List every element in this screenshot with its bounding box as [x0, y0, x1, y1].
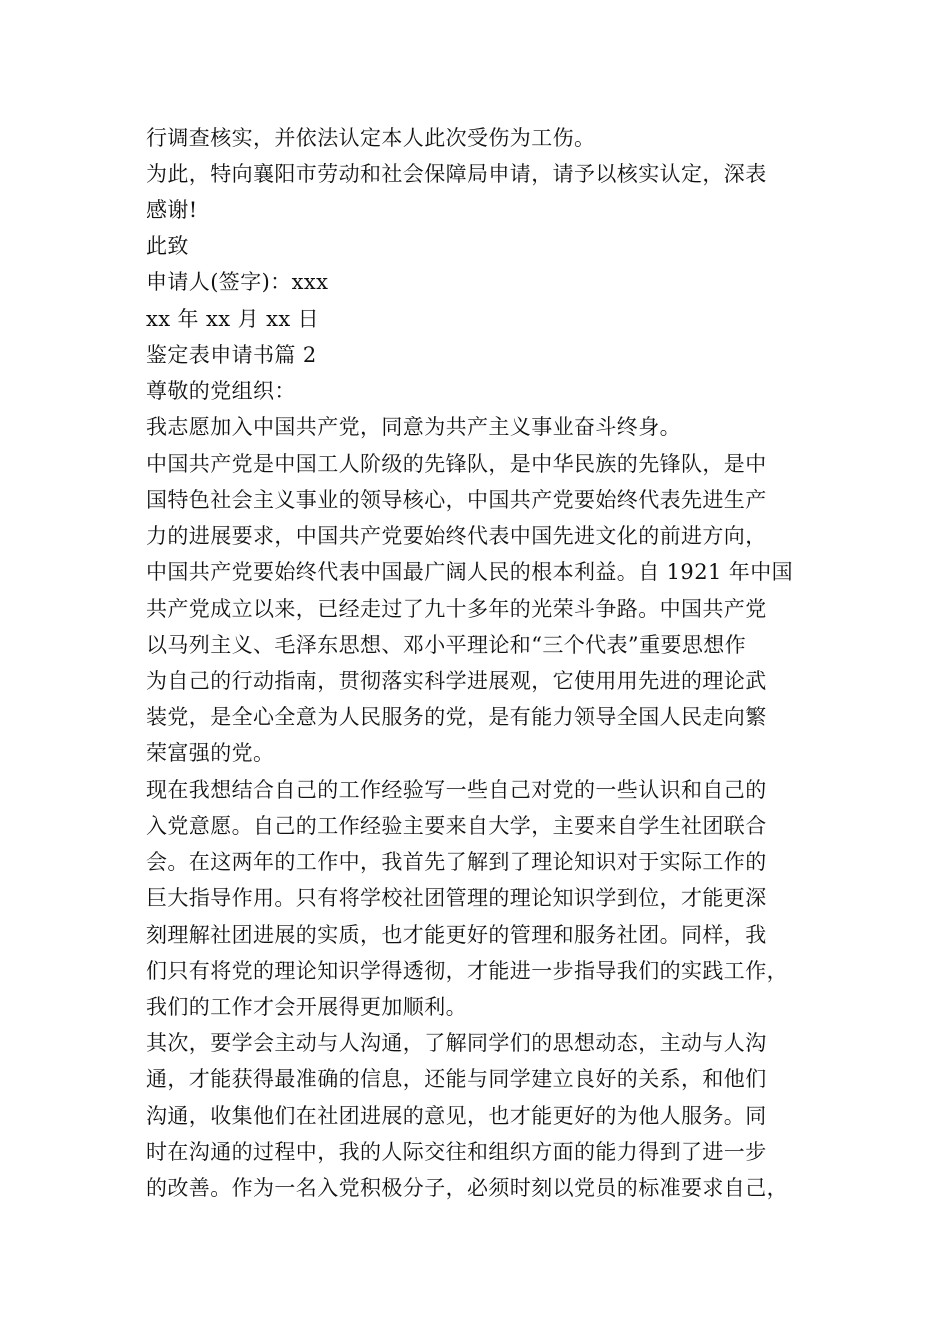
text-line: 力的进展要求，中国共产党要始终代表中国先进文化的前进方向，	[146, 524, 767, 548]
text-line: 尊敬的党组织：	[146, 379, 296, 403]
text-line: 其次，要学会主动与人沟通，了解同学们的思想动态，主动与人沟	[146, 1031, 767, 1055]
text-line: 入党意愿。自己的工作经验主要来自大学，主要来自学生社团联合	[146, 814, 767, 838]
text-line: 们只有将党的理论知识学得透彻，才能进一步指导我们的实践工作，	[146, 959, 788, 983]
text-line: 巨大指导作用。只有将学校社团管理的理论知识学到位，才能更深	[146, 886, 767, 910]
text-line: 时在沟通的过程中，我的人际交往和组织方面的能力得到了进一步	[146, 1140, 767, 1164]
text-line: 刻理解社团进展的实质，也才能更好的管理和服务社团。同样，我	[146, 923, 767, 947]
text-line: 中国共产党要始终代表中国最广阔人民的根本利益。自 1921 年中国	[146, 560, 793, 584]
text-line: 会。在这两年的工作中，我首先了解到了理论知识对于实际工作的	[146, 850, 767, 874]
text-line: 我志愿加入中国共产党，同意为共产主义事业奋斗终身。	[146, 415, 681, 439]
text-line: 为此，特向襄阳市劳动和社会保障局申请，请予以核实认定，深表	[146, 162, 767, 186]
text-line: 荣富强的党。	[146, 741, 275, 765]
text-line: 行调查核实，并依法认定本人此次受伤为工伤。	[146, 126, 596, 150]
text-line: 装党，是全心全意为人民服务的党，是有能力领导全国人民走向繁	[146, 705, 767, 729]
text-line: 通，才能获得最准确的信息，还能与同学建立良好的关系，和他们	[146, 1067, 767, 1091]
text-line: 申请人(签字)：xxx	[146, 270, 329, 294]
text-line: 中国共产党是中国工人阶级的先锋队，是中华民族的先锋队，是中	[146, 452, 767, 476]
text-line: 此致	[146, 234, 189, 258]
text-line: 为自己的行动指南，贯彻落实科学进展观，它使用用先进的理论武	[146, 669, 767, 693]
text-line: 感谢!	[146, 198, 198, 222]
text-line: 现在我想结合自己的工作经验写一些自己对党的一些认识和自己的	[146, 778, 767, 802]
text-line: xx 年 xx 月 xx 日	[146, 307, 320, 331]
text-line: 国特色社会主义事业的领导核心，中国共产党要始终代表先进生产	[146, 488, 767, 512]
text-line: 共产党成立以来，已经走过了九十多年的光荣斗争路。中国共产党	[146, 597, 767, 621]
text-line: 的改善。作为一名入党积极分子，必须时刻以党员的标准要求自己，	[146, 1176, 788, 1200]
text-line: 沟通，收集他们在社团进展的意见，也才能更好的为他人服务。同	[146, 1104, 767, 1128]
text-line: 以马列主义、毛泽东思想、邓小平理论和“三个代表”重要思想作	[146, 633, 747, 657]
text-line: 鉴定表申请书篇 2	[146, 343, 317, 367]
text-line: 我们的工作才会开展得更加顺利。	[146, 995, 467, 1019]
